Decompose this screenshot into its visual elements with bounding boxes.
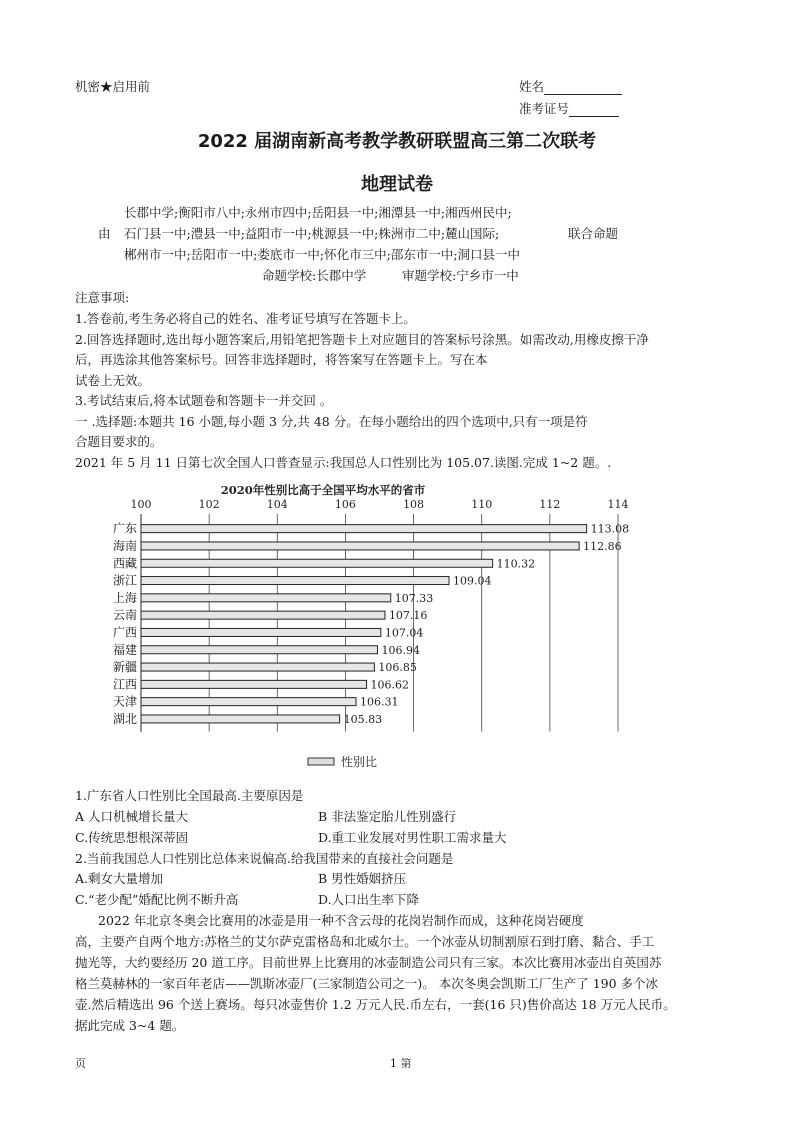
note-3: 3.考试结束后,将本试题卷和答题卡一并交回 。 xyxy=(75,393,333,408)
exam-title: 2022 届湖南新高考教学教研联盟高三第二次联考 xyxy=(197,131,597,152)
category-label-海南: 海南 xyxy=(112,538,137,553)
note-1: 1.答卷前,考生务必将自己的姓名、准考证号填写在答题卡上。 xyxy=(75,311,416,326)
value-label-新疆: 106.85 xyxy=(378,661,417,675)
bar-云南 xyxy=(141,611,385,619)
question-intro: 2021 年 5 月 11 日第七次全国人口普查显示:我国总人口性别比为 105.07.读图.完成 1~2 题。. xyxy=(75,455,612,470)
category-label-福建: 福建 xyxy=(112,642,137,657)
value-label-广西: 107.04 xyxy=(384,626,424,640)
x-tick-label-102: 102 xyxy=(198,498,220,511)
value-label-上海: 107.33 xyxy=(394,591,434,605)
bar-广西 xyxy=(141,628,381,636)
subject-title: 地理试卷 xyxy=(361,174,433,195)
schools-row-3: 郴州市一中;岳阳市一中;娄底市一中;怀化市三中;邵东市一中;洞口县一中 xyxy=(124,247,521,262)
bar-江西 xyxy=(141,680,367,688)
value-label-福建: 106.94 xyxy=(381,643,420,657)
category-label-江西: 江西 xyxy=(112,677,137,692)
schools-you: 由 xyxy=(98,226,111,241)
value-label-西藏: 110.32 xyxy=(496,557,536,571)
value-label-海南: 112.86 xyxy=(583,539,622,553)
q1-stem: 1.广东省人口性别比全国最高.主要原因是 xyxy=(75,788,304,803)
footer-page-number: 1 第 xyxy=(390,1057,412,1070)
x-tick-label-100: 100 xyxy=(130,498,152,511)
x-tick-label-106: 106 xyxy=(334,498,356,511)
category-label-云南: 云南 xyxy=(112,608,137,623)
bar-广东 xyxy=(141,525,587,533)
proposer-school: 命题学校:长郡中学 xyxy=(262,268,367,283)
section-1-line-2: 合题目要求的。 xyxy=(75,434,163,449)
category-label-广西: 广西 xyxy=(112,625,137,640)
value-label-浙江: 109.04 xyxy=(453,574,492,588)
x-tick-label-112: 112 xyxy=(539,498,561,511)
section-1-line-1: 一 .选择题:本题共 16 小题,每小题 3 分,共 48 分。在每小题给出的四个选项中,只有一项是符 xyxy=(75,414,588,429)
passage-line-3: 抛光等，大约要经历 20 道工序。目前世界上比赛用的冰壶制造公司只有三家。本次比赛用冰壶出自英国苏 xyxy=(75,955,662,970)
notes-heading: 注意事项: xyxy=(75,290,130,305)
passage-line-4: 格兰莫赫林的一家百年老店——凯斯冰壶厂(三家制造公司之一)。 本次冬奥会凯斯工厂生产了 190 多个冰 xyxy=(75,976,659,991)
sex-ratio-chart xyxy=(95,478,630,778)
bar-新疆 xyxy=(141,663,374,671)
schools-row-1: 长郡中学;衡阳市八中;永州市四中;岳阳县一中;湘潭县一中;湘西州民中; xyxy=(124,205,512,220)
x-tick-label-114: 114 xyxy=(607,498,629,511)
bar-浙江 xyxy=(141,577,449,585)
value-label-江西: 106.62 xyxy=(370,678,410,692)
exam-id-field-row xyxy=(519,99,619,117)
legend-label: 性别比 xyxy=(341,755,378,769)
reviewer-school: 审题学校:宁乡市一中 xyxy=(402,268,519,283)
x-tick-label-104: 104 xyxy=(266,498,288,511)
q2-option-a: A.剩女大量增加 xyxy=(75,871,164,886)
q2-option-c: C.“老少配”婚配比例不断升高 xyxy=(75,892,239,907)
passage-line-2: 高，主要产自两个地方:苏格兰的艾尔萨克雷格岛和北威尔士。一个冰壶从切制割原石到打磨、黏合、手工 xyxy=(75,934,655,949)
category-label-上海: 上海 xyxy=(112,590,137,605)
q1-option-b: B 非法鉴定胎儿性别盛行 xyxy=(318,809,457,824)
q1-option-d: D.重工业发展对男性职工需求量大 xyxy=(318,830,507,845)
q2-stem: 2.当前我国总人口性别比总体来说偏高.给我国带来的直接社会问题是 xyxy=(75,851,454,866)
exam-id-blank xyxy=(569,104,619,117)
q1-option-c: C.传统思想根深蒂固 xyxy=(75,830,189,845)
value-label-云南: 107.16 xyxy=(388,609,428,623)
category-label-广东: 广东 xyxy=(112,521,137,536)
value-label-天津: 106.31 xyxy=(359,695,399,709)
schools-row-2: 石门县一中;澧县一中;益阳市一中;桃源县一中;株洲市二中;麓山国际; xyxy=(124,226,500,241)
passage-line-6: 据此完成 3~4 题。 xyxy=(75,1018,185,1033)
chart-title: 2020年性别比高于全国平均水平的省市 xyxy=(220,483,426,497)
name-field-row xyxy=(519,77,622,95)
x-tick-label-108: 108 xyxy=(403,498,425,511)
bar-福建 xyxy=(141,646,377,654)
category-label-西藏: 西藏 xyxy=(112,556,137,571)
q2-option-b: B 男性婚姻挤压 xyxy=(318,871,407,886)
note-2-line-2: 后，再选涂其他答案标号。回答非选择题时，将答案写在答题卡上。写在本 xyxy=(75,352,488,367)
category-label-新疆: 新疆 xyxy=(112,660,137,675)
category-label-天津: 天津 xyxy=(112,694,137,709)
value-label-广东: 113.08 xyxy=(590,522,630,536)
footer-left: 页 xyxy=(75,1057,86,1070)
passage-line-5: 壶.然后精选出 96 个送上赛场。每只冰壶售价 1.2 万元人民.币左右，一套(16 只)售价高达 18 万元人民币。 xyxy=(75,997,676,1012)
note-2-line-3: 试卷上无效。 xyxy=(75,373,151,388)
q1-option-a: A 人口机械增长量大 xyxy=(75,809,189,824)
bar-天津 xyxy=(141,698,356,706)
bar-西藏 xyxy=(141,559,493,567)
joint-proposition-label: 联合命题 xyxy=(568,226,619,241)
note-2-line-1: 2.回答选择题时,选出每小题答案后,用铅笔把答题卡上对应题目的答案标号涂黑。如需改动,用橡皮擦干净 xyxy=(75,332,649,347)
confidential-label: 机密★启用前 xyxy=(75,79,151,94)
bar-上海 xyxy=(141,594,391,602)
exam-id-label: 准考证号 xyxy=(519,101,570,116)
bar-湖北 xyxy=(141,715,340,723)
name-blank xyxy=(544,82,622,95)
bar-海南 xyxy=(141,542,579,550)
value-label-湖北: 105.83 xyxy=(343,712,383,726)
x-tick-label-110: 110 xyxy=(471,498,493,511)
category-label-湖北: 湖北 xyxy=(112,711,137,726)
category-label-浙江: 浙江 xyxy=(112,573,137,588)
name-label: 姓名 xyxy=(519,79,545,94)
passage-line-1: 2022 年北京冬奥会比赛用的冰壶是用一种不含云母的花岗岩制作而成，这种花岗岩硬度 xyxy=(98,913,584,928)
legend-swatch xyxy=(308,758,334,765)
q2-option-d: D.人口出生率下降 xyxy=(318,892,420,907)
